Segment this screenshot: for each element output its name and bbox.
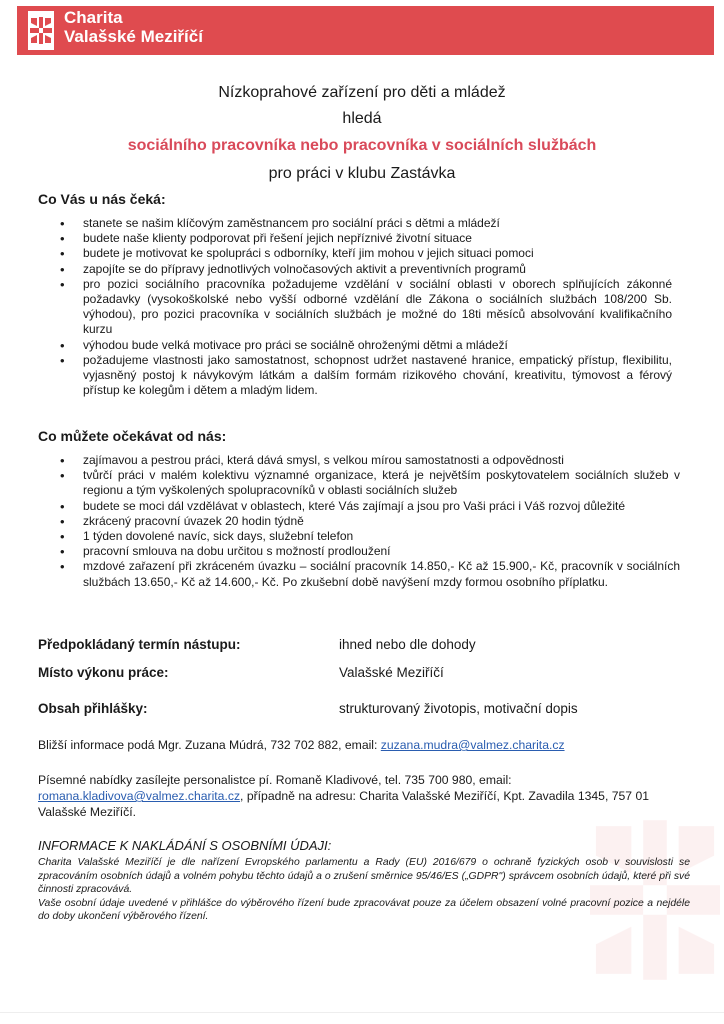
list-item: • požadujeme vlastnosti jako samostatnost, schopnost udržet nastavené hranice, empatický přístup, flexibilitu, vyjasněný postoj k návykovým látkám a dalším formám rizikového chování, kreativitu, týmovost a férový přístup ke kolegům i dětem a mladým lidem. xyxy=(60,353,672,399)
start-date-label: Předpokládaný termín nástupu: xyxy=(38,637,241,652)
list-item: • budete naše klienty podporovat při řešení jejich nepříznivé životní situace xyxy=(60,231,672,246)
title-line2: hledá xyxy=(342,110,382,127)
gdpr-paragraph: Vaše osobní údaje uvedené v přihlášce do výběrového řízení bude zpracovávat pouze za účelem obsazení volné pracovní pozice a nejdéle do doby ukončení výběrového řízení. xyxy=(38,897,690,923)
application-text: Písemné nabídky zasílejte personalistce pí. Romaně Kladivové, tel. 735 700 980, email: xyxy=(38,773,512,787)
start-date-value: ihned nebo dle dohody xyxy=(339,637,476,652)
gdpr-title: INFORMACE K NAKLÁDÁNÍ S OSOBNÍMI ÚDAJI: xyxy=(38,838,332,853)
header-banner xyxy=(17,6,714,55)
list-item: • zkrácený pracovní úvazek 20 hodin týdně xyxy=(60,514,680,529)
list-item: • budete je motivovat ke spolupráci s odborníky, kteří jim mohou v jejich situaci pomoci xyxy=(60,246,672,261)
section1-heading: Co Vás u nás čeká: xyxy=(38,191,166,207)
contact-email-link[interactable]: zuzana.mudra@valmez.charita.cz xyxy=(380,738,565,752)
section2-list xyxy=(60,453,680,590)
title-line4: pro práci v klubu Zastávka xyxy=(268,165,456,182)
charita-cross-icon xyxy=(30,17,52,44)
page-bottom-divider xyxy=(0,1012,724,1013)
job-position-title: sociálního pracovníka nebo pracovníka v sociálních službách xyxy=(127,137,597,154)
gdpr-notice xyxy=(38,856,690,924)
list-item: • tvůrčí práci v malém kolektivu významné organizace, která je největším poskytovatelem sociálních služeb v regionu a tým vyškolených spolupracovníků v oblasti sociálních služeb xyxy=(60,468,680,498)
postal-address: , případně na adresu: Charita Valašské Meziříčí, Kpt. Zavadila 1345, 757 01 Valašské Meziříčí. xyxy=(38,789,650,819)
list-item: • pro pozici sociálního pracovníka požadujeme vzdělání v sociální oblasti v oborech splňujících zákonné požadavky (vysokoškolské nebo vyšší odborné vzdělání dle Zákona o sociálních službách 108/200 Sb. výhodou), pro pozici pracovníka v sociálních službách je možné do 18ti měsíců absolvování kvalifikačního kurzu xyxy=(60,277,672,338)
list-item: • zajímavou a pestrou práci, která dává smysl, s velkou mírou samostatnosti a odpovědnosti xyxy=(60,453,680,468)
list-item: • 1 týden dovolené navíc, sick days, služební telefon xyxy=(60,529,680,544)
contact-info-text: Bližší informace podá Mgr. Zuzana Múdrá, 732 702 882, email: xyxy=(38,738,381,752)
section2-heading: Co můžete očekávat od nás: xyxy=(38,428,227,444)
org-name-line1: Charita xyxy=(64,8,123,27)
list-item: • mzdové zařazení při zkráceném úvazku – sociální pracovník 14.850,- Kč až 15.900,- Kč, pracovník v sociálních službách 13.650,- Kč až 14.600,- Kč. Po zkušební době navýšení mzdy formou osobního příplatku. xyxy=(60,559,680,589)
list-item: • budete se moci dál vzdělávat v oblastech, které Vás zajímají a jsou pro Vaši práci i Váš rozvoj důležité xyxy=(60,499,680,514)
workplace-value: Valašské Meziříčí xyxy=(339,665,444,680)
list-item: • výhodou bude velká motivace pro práci se sociálně ohroženými dětmi a mládeží xyxy=(60,338,672,353)
list-item: • pracovní smlouva na dobu určitou s možností prodloužení xyxy=(60,544,680,559)
org-name-line2: Valašské Meziříčí xyxy=(64,27,203,46)
application-content-value: strukturovaný životopis, motivační dopis xyxy=(339,701,578,716)
contact-info xyxy=(38,737,698,753)
title-line1: Nízkoprahové zařízení pro děti a mládež xyxy=(218,84,506,101)
gdpr-paragraph: Charita Valašské Meziříčí je dle nařízení Evropského parlamentu a Rady (EU) 2016/679 o ochraně fyzických osob v souvislosti se zpracováním osobních údajů a volném pohybu těchto údajů a o zrušení směrnice 95/46/ES („GDPR") správcem osobních údajů, které při své činnosti zpracovává. xyxy=(38,857,690,896)
list-item: • stanete se našim klíčovým zaměstnancem pro sociální práci s dětmi a mládeží xyxy=(60,216,672,231)
list-item: • zapojíte se do přípravy jednotlivých volnočasových aktivit a preventivních programů xyxy=(60,262,672,277)
org-name xyxy=(64,8,203,46)
hr-email-link[interactable]: romana.kladivova@valmez.charita.cz xyxy=(38,789,241,803)
application-content-label: Obsah přihlášky: xyxy=(38,701,148,716)
charita-logo xyxy=(28,11,54,50)
workplace-label: Místo výkonu práce: xyxy=(38,665,169,680)
section1-list xyxy=(60,216,672,398)
